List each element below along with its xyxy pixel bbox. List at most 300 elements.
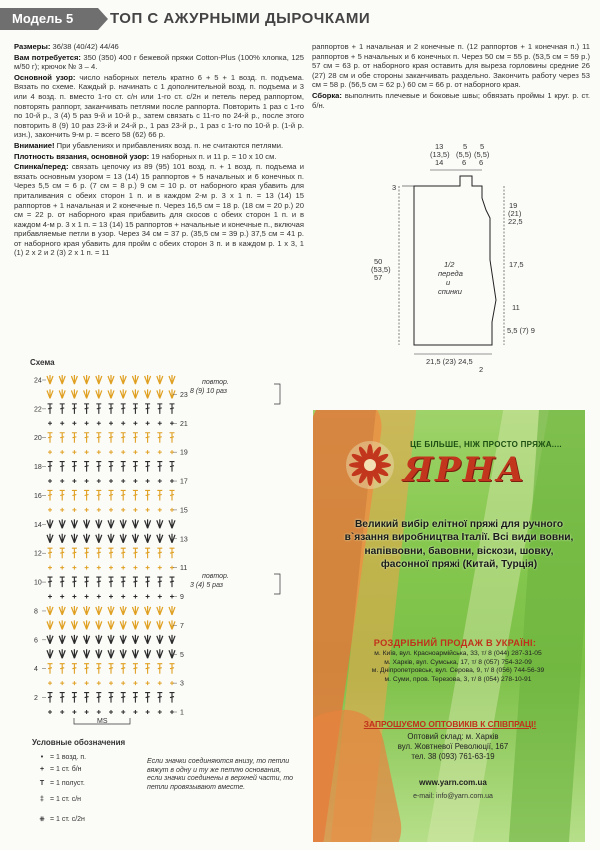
chart-stitch-symbol xyxy=(170,577,175,587)
chart-stitch-symbol xyxy=(146,595,150,599)
chart-stitch-symbol xyxy=(60,450,64,454)
chart-stitch-symbol xyxy=(72,404,77,414)
row-number-right: 23 xyxy=(180,391,188,399)
ad-tagline: ЦЕ БІЛЬШЕ, НІЖ ПРОСТО ПРЯЖА.... xyxy=(410,440,562,449)
chart-stitch-symbol xyxy=(47,620,53,629)
chart-stitch-symbol xyxy=(132,389,138,398)
chart-stitch-symbol xyxy=(157,693,162,703)
chart-stitch-symbol xyxy=(72,548,77,558)
attention-value: При убавлениях и прибавлениях возд. п. не считаются петлями. xyxy=(56,140,284,150)
sch-top-8: (5,5) xyxy=(474,150,490,159)
chart-stitch-symbol xyxy=(121,548,126,558)
chart-stitch-symbol xyxy=(120,620,126,629)
chart-stitch-symbol xyxy=(121,404,126,414)
crochet-chart-svg xyxy=(12,366,312,736)
chart-stitch-symbol xyxy=(108,606,114,615)
chart-stitch-symbol xyxy=(48,693,53,703)
chart-stitch-symbol xyxy=(47,389,53,398)
chart-stitch-symbol xyxy=(109,462,114,472)
chart-stitch-symbol xyxy=(59,534,65,543)
attention-paragraph xyxy=(14,141,304,151)
crochet-chart xyxy=(12,366,312,736)
chart-stitch-symbol xyxy=(121,462,126,472)
chart-stitch-symbol xyxy=(145,404,150,414)
chart-stitch-symbol xyxy=(158,710,162,714)
row-number-left: 12 xyxy=(34,550,42,558)
chart-stitch-symbol xyxy=(133,566,137,570)
chart-stitch-symbol xyxy=(169,519,175,528)
chart-stitch-symbol xyxy=(120,534,126,543)
chart-stitch-symbol xyxy=(157,490,162,500)
chart-stitch-symbol xyxy=(157,577,162,587)
chart-stitch-symbol xyxy=(71,389,77,398)
chart-stitch-symbol xyxy=(97,710,101,714)
row-number-right: 13 xyxy=(180,536,188,544)
chart-stitch-symbol xyxy=(109,548,114,558)
sch-top-2: (13,5) xyxy=(430,150,450,159)
chart-stitch-symbol xyxy=(158,421,162,425)
chart-stitch-symbol xyxy=(146,421,150,425)
chart-stitch-symbol xyxy=(169,375,175,384)
ad-main-text: Великий вибір елітної пряжі для ручного в`язання виробництва Італії. Всі види вовни, напіввовни, бавовни, віскози, шовку, фасонної пряжі (Китай, Турція) xyxy=(344,519,574,571)
ms-label: MS xyxy=(97,718,108,725)
chart-stitch-symbol xyxy=(84,519,90,528)
chart-stitch-symbol xyxy=(96,664,101,674)
repeat-mid-label: повтор. xyxy=(202,573,229,580)
row-number-left: 2 xyxy=(34,695,38,703)
chart-stitch-symbol xyxy=(72,508,76,512)
chart-stitch-symbol xyxy=(108,534,114,543)
attention-label: Внимание! xyxy=(14,140,55,150)
model-label: Модель 5 xyxy=(0,8,98,30)
chart-stitch-symbol xyxy=(71,519,77,528)
chart-stitch-symbol xyxy=(109,404,114,414)
row-number-left: 20 xyxy=(34,435,42,443)
chart-stitch-symbol xyxy=(157,519,163,528)
chart-stitch-symbol xyxy=(72,664,77,674)
ad-addresses xyxy=(333,650,583,684)
ad-address: м. Дніпропетровськ, вул. Серова, 9, т/ 8 (056) 744-56-39 xyxy=(371,667,545,674)
chart-stitch-symbol xyxy=(157,606,163,615)
ad-brand-logo: ЯРНА xyxy=(403,450,527,490)
chart-stitch-symbol xyxy=(121,433,126,443)
chart-stitch-symbol xyxy=(96,462,101,472)
repeat-top-value: 8 (9) 10 раз xyxy=(190,388,227,395)
chart-stitch-symbol xyxy=(60,548,65,558)
legend-item-tr xyxy=(34,814,85,825)
ad-wholesale-line: тел. 38 (093) 761-63-19 xyxy=(411,752,495,761)
chart-stitch-symbol xyxy=(169,635,175,644)
chart-stitch-symbol xyxy=(84,693,89,703)
materials-value: 350 (350) 400 г бежевой пряжи Cotton-Plus (100% хлопка, 125 м/50 г); крючок № 3 – 4. xyxy=(14,52,304,72)
chart-stitch-symbol xyxy=(120,649,126,658)
chart-stitch-symbol xyxy=(84,649,90,658)
chart-stitch-symbol xyxy=(84,433,89,443)
chart-stitch-symbol xyxy=(133,433,138,443)
sch-right-mid: 17,5 xyxy=(509,260,524,269)
chart-stitch-symbol xyxy=(145,606,151,615)
chart-stitch-symbol xyxy=(109,479,113,483)
row-number-left: 18 xyxy=(34,464,42,472)
chart-stitch-symbol xyxy=(109,490,114,500)
chart-stitch-symbol xyxy=(59,635,65,644)
chart-stitch-symbol xyxy=(71,620,77,629)
schematic-outline xyxy=(414,176,496,345)
chart-stitch-symbol xyxy=(47,606,53,615)
chart-stitch-symbol xyxy=(145,635,151,644)
chart-stitch-symbol xyxy=(157,620,163,629)
chart-stitch-symbol xyxy=(133,508,137,512)
chart-stitch-symbol xyxy=(145,620,151,629)
chart-stitch-symbol xyxy=(72,433,77,443)
row-number-left: 6 xyxy=(34,637,38,645)
repeat-mid-bracket xyxy=(274,574,280,594)
chart-stitch-symbol xyxy=(48,548,53,558)
gauge-paragraph xyxy=(14,152,304,162)
ad-email-link[interactable]: e-mail: info@yarn.com.ua xyxy=(413,793,493,800)
chart-stitch-symbol xyxy=(60,462,65,472)
row-number-right: 11 xyxy=(180,565,188,573)
chart-stitch-symbol xyxy=(170,548,175,558)
chart-stitch-symbol xyxy=(170,664,175,674)
chart-stitch-symbol xyxy=(109,508,113,512)
chart-stitch-symbol xyxy=(48,664,53,674)
chart-stitch-symbol xyxy=(133,450,137,454)
chart-stitch-symbol xyxy=(85,450,89,454)
row-number-right: 5 xyxy=(180,651,184,659)
instructions-left-column xyxy=(14,42,304,259)
chart-stitch-symbol xyxy=(72,595,76,599)
chart-stitch-symbol xyxy=(121,421,125,425)
row-number-right: 7 xyxy=(180,622,184,630)
chart-stitch-symbol xyxy=(109,681,113,685)
chart-stitch-symbol xyxy=(145,664,150,674)
chart-stitch-symbol xyxy=(47,519,53,528)
legend-item-chain xyxy=(34,752,86,763)
chart-stitch-symbol xyxy=(109,664,114,674)
chart-stitch-symbol xyxy=(47,635,53,644)
chart-stitch-symbol xyxy=(96,534,102,543)
chart-stitch-symbol xyxy=(59,620,65,629)
sc-symbol-icon: + xyxy=(39,766,45,773)
main-pattern-paragraph xyxy=(14,73,304,140)
chart-stitch-symbol xyxy=(96,490,101,500)
main-pattern-label: Основной узор: xyxy=(14,72,76,82)
ad-address: м. Харків, вул. Сумська, 17, т/ 8 (057) 754-32-09 xyxy=(384,658,532,666)
chart-stitch-symbol xyxy=(157,404,162,414)
chart-stitch-symbol xyxy=(72,479,76,483)
chart-stitch-symbol xyxy=(158,450,162,454)
page-header xyxy=(0,8,600,30)
dc-symbol-icon: ‡ xyxy=(40,796,44,803)
chart-stitch-symbol xyxy=(71,635,77,644)
continuation-paragraph: раппортов + 1 начальная и 2 конечные п. (12 раппортов + 1 конечная п.) 11 раппортов + 5 начальных и 6 конечных п. Через 50 см = 55 р. (53,5 см = 59 р.) 57 см = 63 р. от наборного края оставить для выреза горловины средние 26 (27) 28 см и обе стороны заканчивать раздельно. Закончить работу через 53 см = 58 р. (56,5 см = 62 р.) 60 см = 66 р. от наборного края. xyxy=(312,42,590,90)
hdc-symbol-icon: T xyxy=(39,780,45,787)
chart-stitch-symbol xyxy=(146,508,150,512)
chart-stitch-symbol xyxy=(158,681,162,685)
legend-item-dc xyxy=(34,794,81,805)
chart-stitch-symbol xyxy=(157,389,163,398)
back-front-label: Спинка/перед: xyxy=(14,162,69,172)
legend-item-hdc xyxy=(34,778,85,789)
chart-stitch-symbol xyxy=(157,635,163,644)
chart-stitch-symbol xyxy=(145,462,150,472)
chart-stitch-symbol xyxy=(121,595,125,599)
main-pattern-value: число наборных петель кратно 6 + 5 + 1 возд. п. подъема. Вязать по схеме. Каждый р. начинать с 1 дополнительной возд. п. подъема и 3 или 4 возд. п. вместо 1-го ст. с/н или 1-го ст. с/2н и петель перед раппортом, повторять раппорт, заканчивать петлями после раппорта. Повторить 1 раз с 1-го по 10-й р., 3 (4) 5 раз 9-й и 10-й р., затем связать с 11-го по 24-й р., после этого повторить 8 (9) 10 раз 23-й и 24-й р., 1 раз 23-й р., 1 раз с 1-го по 10-й р. (1-й р. изн.), закончить 9-м р. = всего 58 (62) 66 р. xyxy=(14,72,304,140)
chart-rows xyxy=(34,375,188,717)
chart-stitch-symbol xyxy=(60,595,64,599)
legend-text-chain: = 1 возд. п. xyxy=(50,754,87,761)
chain-symbol-icon: • xyxy=(40,754,44,761)
sch-top-6: 6 xyxy=(462,158,467,167)
chart-stitch-symbol xyxy=(169,534,175,543)
legend-text-dc: = 1 ст. с/н xyxy=(50,796,82,803)
ad-wholesale-line: вул. Жовтневої Революції, 167 xyxy=(397,742,509,751)
repeat-top-bracket xyxy=(274,384,280,404)
schematic-drawing xyxy=(344,140,584,380)
chart-stitch-symbol xyxy=(109,421,113,425)
chart-stitch-symbol xyxy=(97,450,101,454)
row-number-right: 1 xyxy=(180,709,184,717)
chart-stitch-symbol xyxy=(109,450,113,454)
chart-stitch-symbol xyxy=(59,375,65,384)
chart-stitch-symbol xyxy=(97,421,101,425)
sch-height-1: 50 xyxy=(374,257,383,266)
chart-stitch-symbol xyxy=(48,681,52,685)
sch-top-5: (5,5) xyxy=(456,150,472,159)
chart-stitch-symbol xyxy=(158,595,162,599)
yarna-advertisement xyxy=(313,410,585,842)
chart-stitch-symbol xyxy=(97,508,101,512)
sch-left-3: 3 xyxy=(392,183,397,192)
row-number-right: 21 xyxy=(180,420,188,428)
row-number-left: 4 xyxy=(34,666,38,674)
row-number-right: 19 xyxy=(180,449,188,457)
chart-stitch-symbol xyxy=(121,693,126,703)
ad-wholesale-title: ЗАПРОШУЄМО ОПТОВИКІВ К СПІВПРАЦІ! xyxy=(363,719,537,729)
chart-stitch-symbol xyxy=(145,577,150,587)
chart-stitch-symbol xyxy=(47,375,53,384)
chart-stitch-symbol xyxy=(133,693,138,703)
chart-stitch-symbol xyxy=(96,649,102,658)
assembly-label: Сборка: xyxy=(312,90,342,100)
chart-stitch-symbol xyxy=(85,681,89,685)
chart-stitch-symbol xyxy=(145,548,150,558)
chart-stitch-symbol xyxy=(121,508,125,512)
chart-stitch-symbol xyxy=(121,664,126,674)
chart-stitch-symbol xyxy=(60,433,65,443)
chart-stitch-symbol xyxy=(85,566,89,570)
chart-stitch-symbol xyxy=(71,649,77,658)
chart-stitch-symbol xyxy=(170,490,175,500)
sch-height-3: 57 xyxy=(374,273,383,282)
gauge-value: 19 наборных п. и 11 р. = 10 х 10 см. xyxy=(151,151,277,161)
chart-stitch-symbol xyxy=(60,490,65,500)
chart-stitch-symbol xyxy=(60,508,64,512)
sch-top-9: 6 xyxy=(479,158,484,167)
chart-stitch-symbol xyxy=(60,710,64,714)
chart-stitch-symbol xyxy=(84,635,90,644)
chart-stitch-symbol xyxy=(85,421,89,425)
chart-stitch-symbol xyxy=(145,649,151,658)
chart-stitch-symbol xyxy=(59,649,65,658)
legend-item-sc xyxy=(34,764,82,775)
chart-stitch-symbol xyxy=(169,649,175,658)
chart-stitch-symbol xyxy=(108,620,114,629)
chart-stitch-symbol xyxy=(96,606,102,615)
chart-stitch-symbol xyxy=(48,566,52,570)
chart-stitch-symbol xyxy=(97,681,101,685)
chart-stitch-symbol xyxy=(84,375,90,384)
chart-stitch-symbol xyxy=(71,375,77,384)
row-number-left: 24 xyxy=(34,377,42,385)
ad-retail-title: РОЗДРІБНИЙ ПРОДАЖ В УКРАЇНІ: xyxy=(373,638,537,648)
ad-address: м. Суми, пров. Терезова, 3, т/ 8 (054) 278-10-91 xyxy=(384,675,532,683)
chart-stitch-symbol xyxy=(120,606,126,615)
chart-stitch-symbol xyxy=(85,710,89,714)
sch-top-7: 5 xyxy=(480,142,485,151)
chart-stitch-symbol xyxy=(121,577,126,587)
chart-stitch-symbol xyxy=(109,595,113,599)
row-number-left: 8 xyxy=(34,608,38,616)
chart-stitch-symbol xyxy=(157,664,162,674)
flower-logo-icon xyxy=(343,438,397,492)
row-number-right: 17 xyxy=(180,478,188,486)
back-front-value: связать цепочку из 89 (95) 101 возд. п. + 1 возд. п. подъема и вязать основным узором = 13 (14) 15 раппортов + 5 начальных и 6 конечных п. Через 5,5 см = 6 р. (7 см = 8 р.) 9 см = 10 р. от наборного края убавить для приталивания с обеих сторон 1 п. и в каждом 2-м р. 3 х 1 п. = 13 (14) 15 раппортов + 1 начальная и 2 конечные п. Через 16,5 см = 18 р. (18 см = 20 р.) 20 см = 22 р. от наборного края прибавить для скосов с обеих сторон 1 п. и в каждом 4-м р. 3 х 1 п. = 13 (14) 15 раппортов + начальные и конечные п., включая прибавляемые петли в узор. Через 34 см = 37 р. (35,5 см = 39 р.) 37,5 см = 41 р. от наборного края убавить для пройм с обеих сторон 3 п. и в каждом р. 1 х 3, 1 (1) 2 х 2 и 2 (3) 2 х 1 п. = 11 xyxy=(14,162,304,258)
back-front-paragraph xyxy=(14,162,304,258)
chart-stitch-symbol xyxy=(169,606,175,615)
chart-stitch-symbol xyxy=(96,620,102,629)
chart-stitch-symbol xyxy=(121,710,125,714)
chart-stitch-symbol xyxy=(120,635,126,644)
row-number-right: 15 xyxy=(180,507,188,515)
chart-stitch-symbol xyxy=(132,649,138,658)
legend-text-hdc: = 1 полуст. xyxy=(50,780,85,787)
pattern-schematic xyxy=(344,140,584,380)
chart-stitch-symbol xyxy=(120,389,126,398)
ad-website-link[interactable]: www.yarn.com.ua xyxy=(419,778,487,787)
chart-stitch-symbol xyxy=(72,450,76,454)
instructions-right-column xyxy=(312,42,590,111)
chart-stitch-symbol xyxy=(84,534,90,543)
repeat-top-label: повтор. xyxy=(202,379,229,386)
chart-stitch-symbol xyxy=(109,693,114,703)
row-number-left: 14 xyxy=(34,521,42,529)
chart-stitch-symbol xyxy=(96,375,102,384)
chart-stitch-symbol xyxy=(121,566,125,570)
chart-stitch-symbol xyxy=(60,404,65,414)
chart-stitch-symbol xyxy=(85,479,89,483)
sch-width: 21,5 (23) 24,5 xyxy=(426,357,473,366)
chart-stitch-symbol xyxy=(48,508,52,512)
chart-stitch-symbol xyxy=(145,433,150,443)
chart-title: Схема xyxy=(30,358,55,367)
chart-stitch-symbol xyxy=(96,635,102,644)
chart-stitch-symbol xyxy=(84,462,89,472)
chart-stitch-symbol xyxy=(132,534,138,543)
chart-stitch-symbol xyxy=(121,450,125,454)
chart-stitch-symbol xyxy=(133,404,138,414)
chart-stitch-symbol xyxy=(145,534,151,543)
assembly-value: выполнить плечевые и боковые швы; обвязать проймы 1 круг. р. ст. б/н. xyxy=(312,90,590,110)
chart-stitch-symbol xyxy=(72,462,77,472)
chart-stitch-symbol xyxy=(96,389,102,398)
chart-stitch-symbol xyxy=(169,389,175,398)
tr-symbol-icon: ⧺ xyxy=(39,816,45,823)
chart-stitch-symbol xyxy=(145,693,150,703)
chart-stitch-symbol xyxy=(121,681,125,685)
chart-stitch-symbol xyxy=(48,577,53,587)
chart-stitch-symbol xyxy=(71,606,77,615)
chart-stitch-symbol xyxy=(132,620,138,629)
chart-stitch-symbol xyxy=(146,681,150,685)
chart-stitch-symbol xyxy=(59,389,65,398)
chart-stitch-symbol xyxy=(133,548,138,558)
chart-stitch-symbol xyxy=(157,649,163,658)
chart-stitch-symbol xyxy=(60,479,64,483)
chart-stitch-symbol xyxy=(132,519,138,528)
chart-stitch-symbol xyxy=(109,710,113,714)
ad-address: м. Київ, вул. Красноармійська, 33, т/ 8 (044) 287-31-05 xyxy=(374,650,542,657)
chart-stitch-symbol xyxy=(133,710,137,714)
legend xyxy=(22,738,312,848)
chart-stitch-symbol xyxy=(133,595,137,599)
legend-text-sc: = 1 ст. б/н xyxy=(50,766,82,773)
chart-stitch-symbol xyxy=(132,606,138,615)
chart-stitch-symbol xyxy=(133,479,137,483)
chart-stitch-symbol xyxy=(157,462,162,472)
chart-stitch-symbol xyxy=(146,479,150,483)
chart-stitch-symbol xyxy=(146,710,150,714)
sizes-value: 36/38 (40/42) 44/46 xyxy=(52,42,119,51)
row-number-left: 10 xyxy=(34,579,42,587)
chart-stitch-symbol xyxy=(59,519,65,528)
chart-stitch-symbol xyxy=(96,519,102,528)
chart-stitch-symbol xyxy=(60,681,64,685)
chart-stitch-symbol xyxy=(85,508,89,512)
chart-stitch-symbol xyxy=(108,635,114,644)
repeat-mid-value: 3 (4) 5 раз xyxy=(190,582,224,589)
chart-stitch-symbol xyxy=(157,534,163,543)
sch-armhole-1: 19 xyxy=(509,201,518,210)
chart-stitch-symbol xyxy=(158,566,162,570)
chart-stitch-symbol xyxy=(96,693,101,703)
chart-stitch-symbol xyxy=(48,490,53,500)
gauge-label: Плотность вязания, основной узор: xyxy=(14,151,150,161)
chart-stitch-symbol xyxy=(109,433,114,443)
chart-stitch-symbol xyxy=(48,710,52,714)
assembly-paragraph xyxy=(312,91,590,110)
chart-stitch-symbol xyxy=(170,404,175,414)
chart-stitch-symbol xyxy=(72,421,76,425)
chart-stitch-symbol xyxy=(60,664,65,674)
chart-stitch-symbol xyxy=(97,479,101,483)
chart-stitch-symbol xyxy=(169,620,175,629)
ad-wholesale-line: Оптовий склад: м. Харків xyxy=(407,732,499,741)
row-number-left: 22 xyxy=(34,406,42,414)
chart-stitch-symbol xyxy=(108,519,114,528)
chart-stitch-symbol xyxy=(48,595,52,599)
chart-stitch-symbol xyxy=(157,375,163,384)
sch-armhole-2: (21) xyxy=(508,209,522,218)
chart-stitch-symbol xyxy=(133,421,137,425)
materials-label: Вам потребуется: xyxy=(14,52,81,62)
chart-stitch-symbol xyxy=(47,649,53,658)
chart-stitch-symbol xyxy=(146,450,150,454)
legend-text-tr: = 1 ст. с/2н xyxy=(50,816,85,823)
chart-stitch-symbol xyxy=(48,433,53,443)
legend-note: Если значки соединяются внизу, то петли вяжут в одну и ту же петлю основания, если значки соединены в верхней части, то петли провязывают вместе. xyxy=(147,758,294,791)
